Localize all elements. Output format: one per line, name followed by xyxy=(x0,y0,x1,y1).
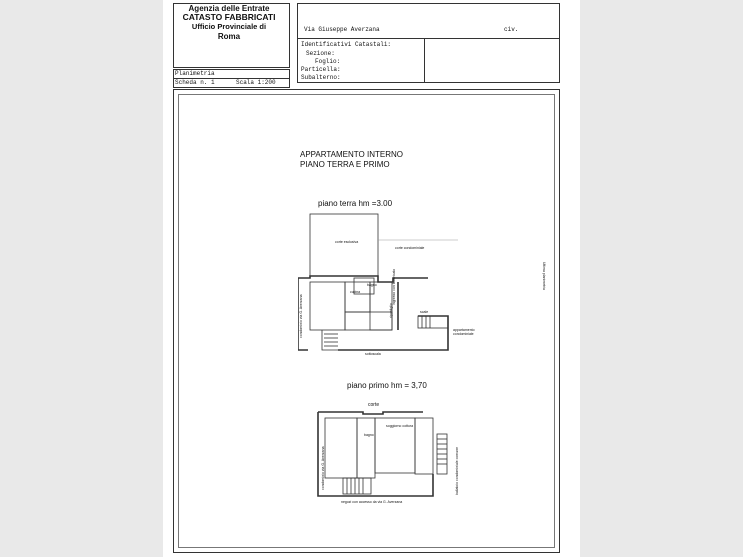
sezione-label: Sezione: xyxy=(306,50,335,57)
agency-block xyxy=(175,4,283,41)
cadastral-document-page xyxy=(163,0,580,557)
address-row-divider xyxy=(297,38,560,39)
first-floor-plan xyxy=(313,404,463,509)
label-bagno: bagno xyxy=(367,283,377,287)
stair-scale xyxy=(418,316,448,328)
label-first-bagno: bagno xyxy=(364,433,374,437)
scala-label: Scala 1:200 xyxy=(236,79,276,86)
ground-outer-wall-top xyxy=(298,276,428,282)
label-corte-esclusiva: corte esclusiva xyxy=(335,240,359,244)
planimetria-label: Planimetria xyxy=(175,70,215,77)
label-first-corte: corte xyxy=(368,402,380,408)
label-confine-left: condominio via G. Averzana xyxy=(299,294,303,338)
corridor xyxy=(345,312,392,330)
catasto-title: CATASTO FABBRICATI xyxy=(182,12,276,23)
corte-esclusiva-area xyxy=(310,214,378,276)
label-confine-right: ingresso con fabbricato xyxy=(392,268,396,305)
first-room-left xyxy=(325,418,357,478)
ident-label: Identificativi Catastali: xyxy=(301,41,392,48)
label-appartamento-condominiale: appartamento condominiale xyxy=(453,328,475,336)
ufficio-city: Roma xyxy=(217,31,241,41)
particella-label: Particella: xyxy=(301,66,341,73)
ufficio-label: Ufficio Provinciale di xyxy=(191,21,267,31)
label-cucina: cucina xyxy=(350,290,361,294)
label-corte-condominiale: corte condominiale xyxy=(395,246,425,250)
ground-floor-plan xyxy=(298,210,473,360)
ident-col-divider xyxy=(424,38,425,83)
ground-floor-label: piano terra hm =3.00 xyxy=(318,199,393,208)
label-sottoscala: sottoscala xyxy=(365,352,381,356)
living-room xyxy=(310,282,345,330)
scheda-label: Scheda n. 1 xyxy=(175,79,215,86)
first-bathroom xyxy=(357,418,375,478)
subalterno-label: Subalterno: xyxy=(301,74,341,81)
label-first-right-note: ballatoio condominiale comune xyxy=(455,446,459,495)
plan-title xyxy=(300,150,403,169)
agency-name: Agenzia delle Entrate xyxy=(188,4,270,13)
address-label: Via Giuseppe Averzana xyxy=(304,26,380,33)
label-ripostiglio: ripostiglio xyxy=(389,303,393,318)
label-first-soggiorno: soggiorno cottura xyxy=(386,424,414,428)
first-outer-wall-top xyxy=(318,412,423,414)
first-outer-wall-sides xyxy=(318,412,433,496)
plan-title-line1: APPARTAMENTO INTERNO xyxy=(300,150,403,159)
label-first-left-note: condominio via G. Averzana xyxy=(321,446,325,490)
ground-outer-wall-bottom xyxy=(338,316,448,350)
label-scale: scale xyxy=(420,310,429,314)
stair-left xyxy=(322,330,338,350)
civ-label: civ. xyxy=(504,26,519,33)
plan-title-line2: PIANO TERRA E PRIMO xyxy=(300,159,390,169)
foglio-label: Foglio: xyxy=(315,58,341,65)
label-first-bottom-note: negozi con accesso da via G. Averzana xyxy=(341,500,403,504)
margin-note: Ultima planimetria xyxy=(542,262,546,291)
first-room-right xyxy=(415,418,433,474)
first-floor-label: piano primo hm = 3,70 xyxy=(347,381,427,390)
